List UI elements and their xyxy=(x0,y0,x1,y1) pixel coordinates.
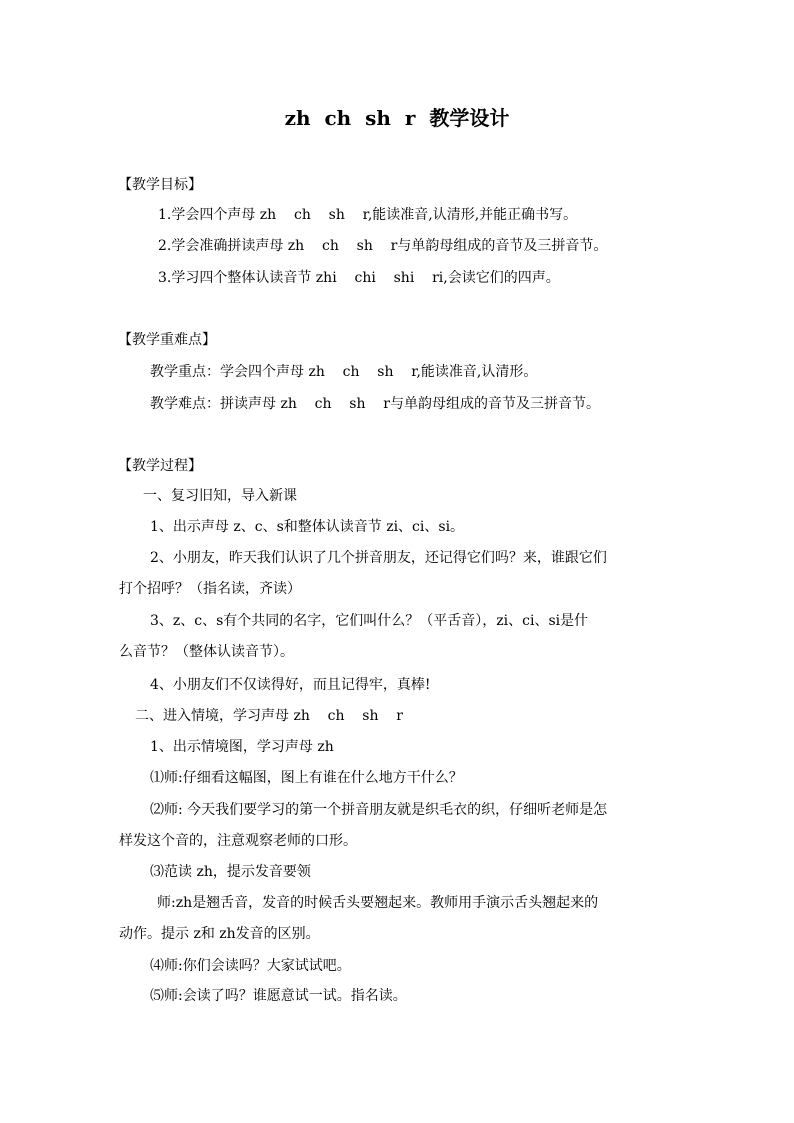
process-line: 一、复习旧知，导入新课 xyxy=(143,488,297,504)
process-line: 打个招呼？（指名读，齐读） xyxy=(119,581,301,597)
process-line: 1、出示情境图，学习声母 zh xyxy=(150,739,334,755)
section-heading-objectives: 【教学目标】 xyxy=(118,177,202,193)
process-line: 师:zh是翘舌音，发音的时候舌头要翘起来。教师用手演示舌头翘起来的 xyxy=(157,895,599,911)
process-line: ⑸师:会读了吗？谁愿意试一试。指名读。 xyxy=(150,988,407,1004)
process-line: 1、出示声母 z、c、s和整体认读音节 zi、ci、si。 xyxy=(150,519,465,535)
process-line: 动作。提示 z和 zh发音的区别。 xyxy=(119,926,320,942)
key-point-item: 教学难点：拼读声母 zh ch sh r与单韵母组成的音节及三拼音节。 xyxy=(150,396,600,412)
document-title: zh ch sh r 教学设计 xyxy=(284,106,510,130)
key-point-item: 教学重点：学会四个声母 zh ch sh r,能读准音,认清形。 xyxy=(150,364,538,380)
section-heading-process: 【教学过程】 xyxy=(118,458,202,474)
process-line: 4、小朋友们不仅读得好，而且记得牢，真棒! xyxy=(150,677,431,693)
process-line: ⑶范读 zh，提示发音要领 xyxy=(150,864,311,880)
objective-item: 1.学会四个声母 zh ch sh r,能读准音,认清形,并能正确书写。 xyxy=(158,207,578,223)
section-heading-key-points: 【教学重难点】 xyxy=(118,332,216,348)
process-line: 3、z、c、s有个共同的名字，它们叫什么？（平舌音），zi、ci、si是什 xyxy=(150,613,589,629)
process-line: 样发这个音的，注意观察老师的口形。 xyxy=(119,833,357,849)
process-line: ⑴师:仔细看这幅图，图上有谁在什么地方干什么？ xyxy=(150,770,463,786)
objective-item: 2.学会准确拼读声母 zh ch sh r与单韵母组成的音节及三拼音节。 xyxy=(158,238,608,254)
process-line: 2、小朋友，昨天我们认识了几个拼音朋友，还记得它们吗？来，谁跟它们 xyxy=(150,550,607,566)
process-line: 么音节？（整体认读音节）。 xyxy=(119,644,294,660)
process-line: 二、进入情境，学习声母 zh ch sh r xyxy=(135,708,403,724)
process-line: ⑷师:你们会读吗？大家试试吧。 xyxy=(150,958,351,974)
objective-item: 3.学习四个整体认读音节 zhi chi shi ri,会读它们的四声。 xyxy=(158,270,560,286)
process-line: ⑵师: 今天我们要学习的第一个拼音朋友就是织毛衣的织，仔细听老师是怎 xyxy=(150,802,608,818)
